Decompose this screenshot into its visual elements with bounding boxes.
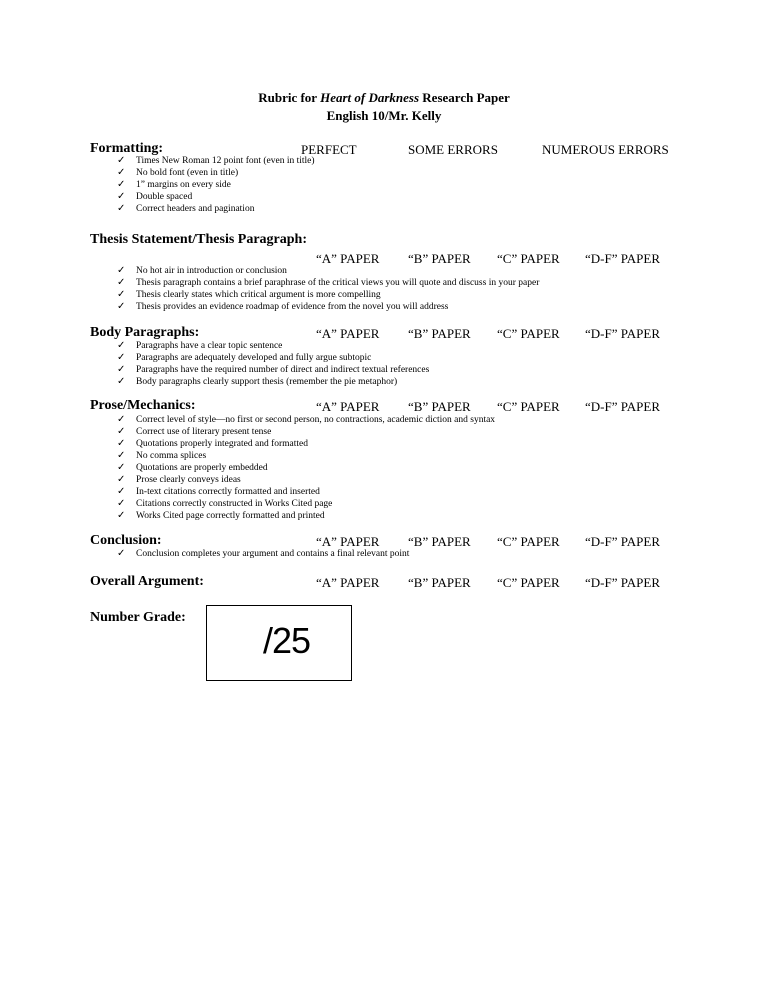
col-numerous-errors: NUMEROUS ERRORS: [542, 142, 669, 157]
col-some-errors: SOME ERRORS: [408, 142, 498, 157]
check-icon: ✓: [117, 340, 126, 351]
check-icon: ✓: [117, 462, 126, 473]
book-title: Heart of Darkness: [320, 90, 420, 105]
prose-grade-a: “A” PAPER: [316, 399, 380, 414]
overall-grade-a: “A” PAPER: [316, 575, 380, 590]
check-icon: ✓: [117, 155, 126, 166]
check-icon: ✓: [117, 414, 126, 425]
prose-heading: Prose/Mechanics:: [90, 398, 196, 413]
conclusion-grade-c: “C” PAPER: [497, 534, 560, 549]
check-icon: ✓: [117, 426, 126, 437]
overall-grade-c: “C” PAPER: [497, 575, 560, 590]
thesis-heading: Thesis Statement/Thesis Paragraph:: [90, 232, 307, 247]
formatting-heading: Formatting:: [90, 141, 164, 156]
body-heading: Body Paragraphs:: [90, 325, 200, 340]
grade-value: /25: [263, 620, 311, 661]
check-icon: ✓: [117, 364, 126, 375]
conclusion-grade-b: “B” PAPER: [408, 534, 471, 549]
overall-heading: Overall Argument:: [90, 574, 204, 589]
check-icon: ✓: [117, 352, 126, 363]
conclusion-grade-df: “D-F” PAPER: [585, 534, 661, 549]
prose-grade-c: “C” PAPER: [497, 399, 560, 414]
body-grade-c: “C” PAPER: [497, 326, 560, 341]
overall-grade-b: “B” PAPER: [408, 575, 471, 590]
check-icon: ✓: [117, 179, 126, 190]
body-grade-df: “D-F” PAPER: [585, 326, 661, 341]
prose-grade-df: “D-F” PAPER: [585, 399, 661, 414]
check-icon: ✓: [117, 265, 126, 276]
check-icon: ✓: [117, 548, 126, 559]
thesis-grade-b: “B” PAPER: [408, 251, 471, 266]
check-icon: ✓: [117, 203, 126, 214]
check-icon: ✓: [117, 376, 126, 387]
check-icon: ✓: [117, 450, 126, 461]
prose-grade-b: “B” PAPER: [408, 399, 471, 414]
conclusion-grade-a: “A” PAPER: [316, 534, 380, 549]
number-grade-heading: Number Grade:: [90, 610, 186, 625]
body-grade-b: “B” PAPER: [408, 326, 471, 341]
check-icon: ✓: [117, 289, 126, 300]
check-icon: ✓: [117, 438, 126, 449]
grade-box: [206, 605, 352, 681]
thesis-grade-df: “D-F” PAPER: [585, 251, 661, 266]
check-icon: ✓: [117, 301, 126, 312]
check-icon: ✓: [117, 191, 126, 202]
thesis-grade-a: “A” PAPER: [316, 251, 380, 266]
thesis-grade-c: “C” PAPER: [497, 251, 560, 266]
page-subtitle: English 10/Mr. Kelly: [326, 108, 442, 123]
check-icon: ✓: [117, 277, 126, 288]
check-icon: ✓: [117, 486, 126, 497]
body-grade-a: “A” PAPER: [316, 326, 380, 341]
check-icon: ✓: [117, 498, 126, 509]
conclusion-heading: Conclusion:: [90, 533, 162, 548]
overall-grade-df: “D-F” PAPER: [585, 575, 661, 590]
check-icon: ✓: [117, 167, 126, 178]
col-perfect: PERFECT: [301, 142, 357, 157]
page-title: Rubric for Heart of Darkness Research Paper: [258, 90, 510, 105]
check-icon: ✓: [117, 510, 126, 521]
check-icon: ✓: [117, 474, 126, 485]
